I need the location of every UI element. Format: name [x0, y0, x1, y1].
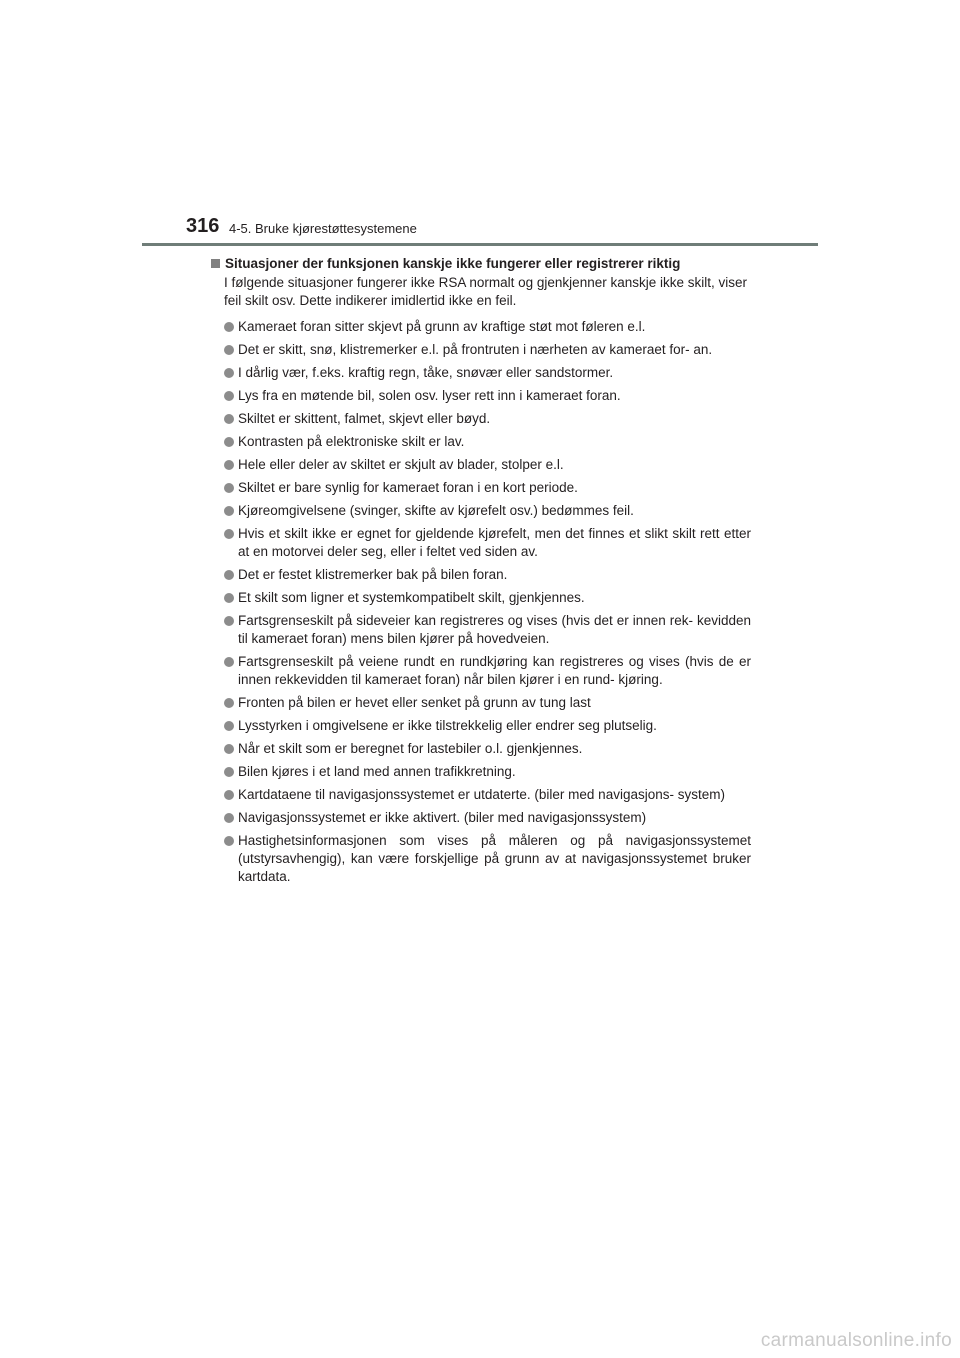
- list-item: [224, 341, 751, 359]
- list-item: [224, 612, 751, 648]
- list-item-text: Når et skilt som er beregnet for lastebiler o.l. gjenkjennes.: [238, 741, 583, 756]
- bullet-dot-icon: [224, 391, 234, 401]
- bullet-dot-icon: [224, 345, 234, 355]
- section-heading-text: Situasjoner der funksjonen kanskje ikke fungerer eller registrerer riktig: [225, 256, 681, 271]
- list-item-text: Det er skitt, snø, klistremerker e.l. på frontruten i nærheten av kameraet for- an.: [238, 342, 713, 357]
- heading-square-marker: [211, 259, 220, 268]
- list-item: [224, 318, 751, 336]
- list-item: [224, 525, 751, 561]
- list-item-text: I dårlig vær, f.eks. kraftig regn, tåke, snøvær eller sandstormer.: [238, 365, 614, 380]
- list-item-text: Hastighetsinformasjonen som vises på måleren og på navigasjonssystemet (utstyrsavhengig), kan være forskjellige på grunn av at navigasjonssystemet bruker kartdata.: [238, 833, 751, 884]
- bullet-dot-icon: [224, 744, 234, 754]
- header-rule: [142, 243, 818, 246]
- list-item: [224, 387, 751, 405]
- list-item: [224, 589, 751, 607]
- list-item-text: Det er festet klistremerker bak på bilen foran.: [238, 567, 508, 582]
- bullet-dot-icon: [224, 813, 234, 823]
- list-item-text: Fartsgrenseskilt på sideveier kan registreres og vises (hvis det er innen rek- kevidden til kameraet foran) mens bilen kjører på hovedveien.: [238, 613, 751, 646]
- list-item: [224, 456, 751, 474]
- bullet-dot-icon: [224, 368, 234, 378]
- list-item-text: Bilen kjøres i et land med annen trafikkretning.: [238, 764, 516, 779]
- section-heading: [211, 255, 751, 273]
- list-item-text: Kontrasten på elektroniske skilt er lav.: [238, 434, 465, 449]
- bullet-dot-icon: [224, 836, 234, 846]
- bullet-dot-icon: [224, 698, 234, 708]
- list-item: [224, 433, 751, 451]
- bullet-dot-icon: [224, 616, 234, 626]
- list-item: [224, 479, 751, 497]
- list-item-text: Hvis et skilt ikke er egnet for gjeldende kjørefelt, men det finnes et slikt skilt rett etter at en motorvei deler seg, eller i feltet ved siden av.: [238, 526, 751, 559]
- bullet-dot-icon: [224, 437, 234, 447]
- list-item-text: Skiltet er skittent, falmet, skjevt eller bøyd.: [238, 411, 491, 426]
- bullet-dot-icon: [224, 657, 234, 667]
- list-item-text: Kartdataene til navigasjonssystemet er utdaterte. (biler med navigasjons- system): [238, 787, 725, 802]
- bullet-dot-icon: [224, 721, 234, 731]
- list-item: [224, 364, 751, 382]
- list-item-text: Kjøreomgivelsene (svinger, skifte av kjørefelt osv.) bedømmes feil.: [238, 503, 634, 518]
- bullet-dot-icon: [224, 506, 234, 516]
- section-content: [224, 274, 751, 891]
- bullet-list: [224, 318, 751, 886]
- bullet-dot-icon: [224, 593, 234, 603]
- bullet-dot-icon: [224, 570, 234, 580]
- list-item-text: Skiltet er bare synlig for kameraet foran i en kort periode.: [238, 480, 578, 495]
- watermark: carmanualsonline.info: [760, 1330, 952, 1351]
- list-item-text: Kameraet foran sitter skjevt på grunn av kraftige støt mot føleren e.l.: [238, 319, 646, 334]
- list-item-text: Navigasjonssystemet er ikke aktivert. (biler med navigasjonssystem): [238, 810, 647, 825]
- list-item-text: Et skilt som ligner et systemkompatibelt skilt, gjenkjennes.: [238, 590, 585, 605]
- list-item-text: Hele eller deler av skiltet er skjult av blader, stolper e.l.: [238, 457, 564, 472]
- page-number: 316: [186, 215, 220, 237]
- bullet-dot-icon: [224, 767, 234, 777]
- intro-paragraph: I følgende situasjoner fungerer ikke RSA normalt og gjenkjenner kanskje ikke skilt, viser feil skilt osv. Dette indikerer imidlertid ikke en feil.: [224, 275, 747, 308]
- list-item: [224, 717, 751, 735]
- list-item: [224, 832, 751, 886]
- list-item: [224, 763, 751, 781]
- list-item: [224, 786, 751, 804]
- list-item-text: Lysstyrken i omgivelsene er ikke tilstrekkelig eller endrer seg plutselig.: [238, 718, 657, 733]
- list-item-text: Fronten på bilen er hevet eller senket på grunn av tung last: [238, 695, 591, 710]
- list-item: [224, 740, 751, 758]
- bullet-dot-icon: [224, 460, 234, 470]
- bullet-dot-icon: [224, 529, 234, 539]
- list-item-text: Lys fra en møtende bil, solen osv. lyser rett inn i kameraet foran.: [238, 388, 621, 403]
- bullet-dot-icon: [224, 322, 234, 332]
- bullet-dot-icon: [224, 483, 234, 493]
- list-item: [224, 566, 751, 584]
- list-item-text: Fartsgrenseskilt på veiene rundt en rundkjøring kan registreres og vises (hvis de er innen rekkevidden til kameraet foran) når bilen kjører i en rund- kjøring.: [238, 654, 751, 687]
- bullet-dot-icon: [224, 414, 234, 424]
- list-item: [224, 653, 751, 689]
- list-item: [224, 809, 751, 827]
- bullet-dot-icon: [224, 790, 234, 800]
- chapter-title: 4-5. Bruke kjørestøttesystemene: [229, 221, 417, 236]
- list-item: [224, 694, 751, 712]
- list-item: [224, 410, 751, 428]
- list-item: [224, 502, 751, 520]
